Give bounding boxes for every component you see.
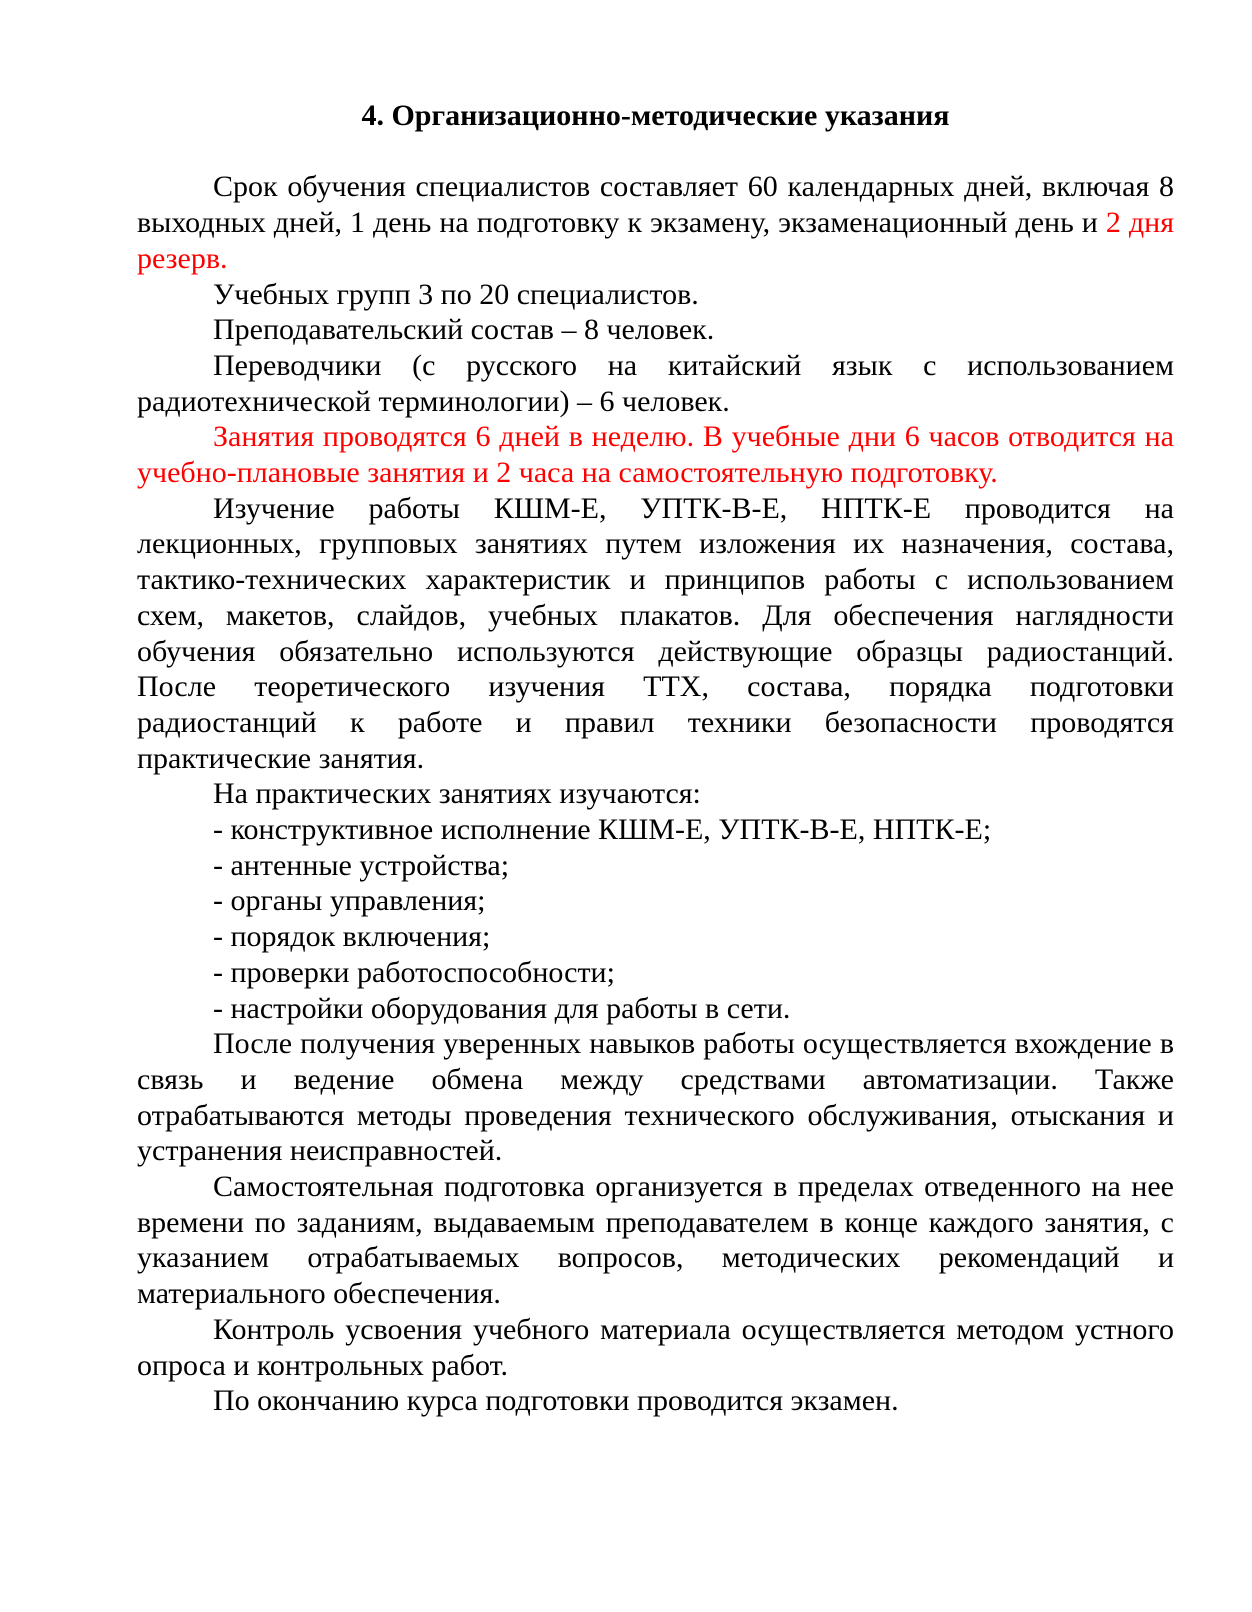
list-item-antennas: - антенные устройства;: [213, 848, 510, 882]
list-item-construction: - конструктивное исполнение КШМ-Е, УПТК-В-Е, НПТК-Е;: [213, 813, 992, 847]
para-teachers: Преподавательский состав – 8 человек.: [213, 313, 715, 347]
para-groups: Учебных групп 3 по 20 специалистов.: [213, 277, 699, 311]
list-item-power-on: - порядок включения;: [213, 920, 491, 954]
para-skills: После получения уверенных навыков работы осуществляется вхождение в связь и ведение обмена между средствами автоматизации. Также отрабатываются методы проведения технического обслуживания, отыскания и устранения неисправностей.: [137, 1027, 1174, 1168]
page-title: 4. Организационно-методические указания: [361, 99, 950, 132]
para-training-duration-red-segment: 2 дня резерв.: [137, 206, 1174, 275]
list-item-network-setup: - настройки оборудования для работы в сети.: [213, 991, 791, 1025]
para-exam: По окончанию курса подготовки проводится экзамен.: [213, 1384, 899, 1418]
para-study-process: Изучение работы КШМ-Е, УПТК-В-Е, НПТК-Е проводится на лекционных, групповых занятиях путем изложения их назначения, состава, тактико-технических характеристик и принципов работы с использованием схем, макетов, слайдов, учебных плакатов. Для обеспечения наглядности обучения обязательно используются действующие образцы радиостанций. После теоретического изучения ТТХ, состава, порядка подготовки радиостанций к работе и правил техники безопасности проводятся практические занятия.: [137, 491, 1174, 775]
para-practical-intro: На практических занятиях изучаются:: [213, 777, 701, 811]
para-control: Контроль усвоения учебного материала осуществляется методом устного опроса и контрольных работ.: [137, 1312, 1174, 1382]
list-item-functionality-check: - проверки работоспособности;: [213, 955, 615, 989]
list-item-controls: - органы управления;: [213, 884, 486, 918]
para-schedule: Занятия проводятся 6 дней в неделю. В учебные дни 6 часов отводится на учебно-плановые занятия и 2 часа на самостоятельную подготовку.: [137, 420, 1174, 490]
para-translators: Переводчики (с русского на китайский язык с использованием радиотехнической терминологии) – 6 человек.: [137, 348, 1174, 418]
para-training-duration-black-segment: Срок обучения специалистов составляет 60 календарных дней, включая 8 выходных дней, 1 день на подготовку к экзамену, экзаменационный день и: [137, 170, 1174, 240]
para-training-duration: [137, 169, 1174, 276]
para-self-study: Самостоятельная подготовка организуется в пределах отведенного на нее времени по заданиям, выдаваемым преподавателем в конце каждого занятия, с указанием отрабатываемых вопросов, методических рекомендаций и материального обеспечения.: [137, 1170, 1174, 1311]
